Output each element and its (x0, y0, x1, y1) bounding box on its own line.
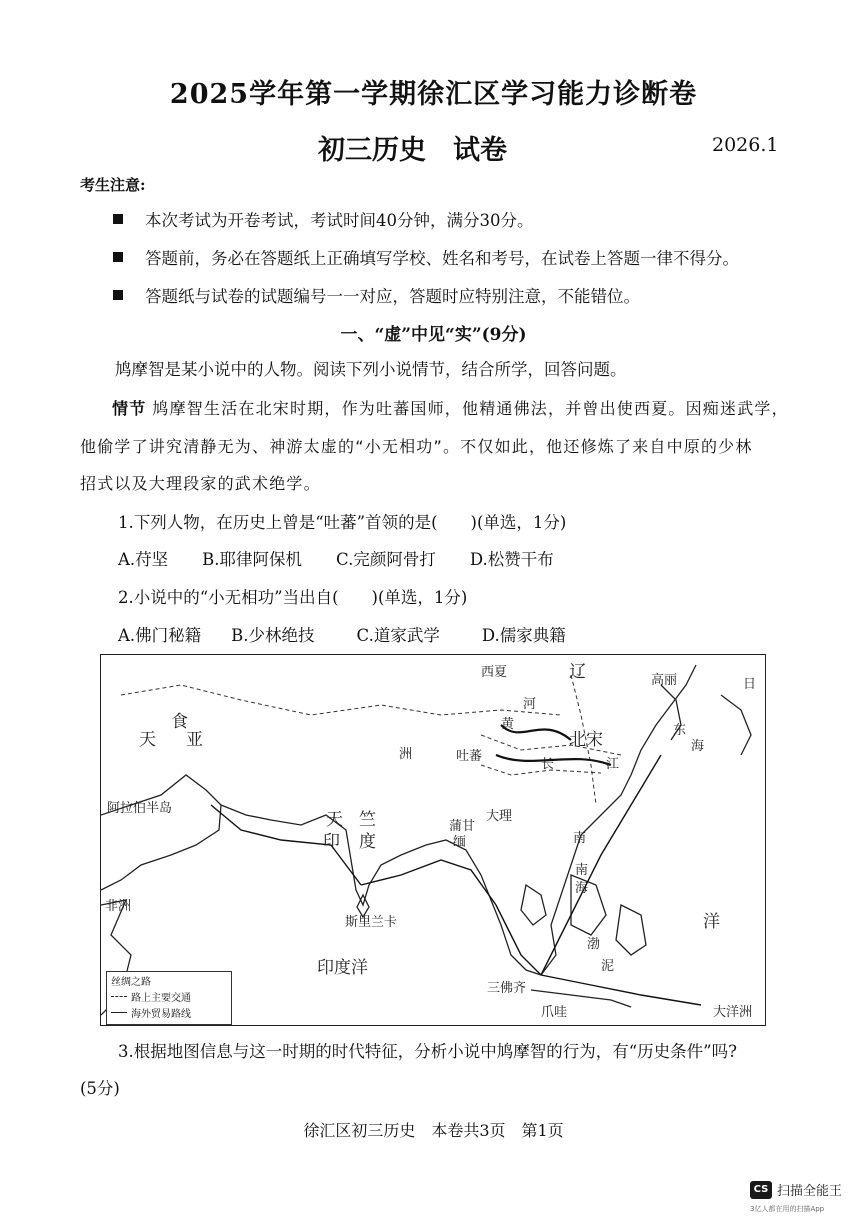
notice-heading: 考生注意: (80, 176, 146, 194)
option-b: B.少林绝技 (231, 626, 315, 645)
notice-rule-text: 答题纸与试卷的试题编号一一对应，答题时应特别注意，不能错位。 (145, 287, 640, 306)
solid-line-icon (111, 1012, 127, 1013)
map-label: 海 (691, 739, 705, 754)
map-label: 泥 (601, 959, 615, 974)
legend-label: 路上主要交通 (131, 992, 191, 1004)
question-2-options (118, 622, 600, 646)
map-label: 非洲 (105, 899, 132, 914)
map-legend (106, 971, 232, 1025)
square-bullet-icon (113, 252, 123, 262)
notice-rule (113, 283, 640, 307)
map-label: 河 (523, 697, 537, 712)
map-label: 长 (541, 757, 555, 772)
square-bullet-icon (113, 214, 123, 224)
map-label: 洲 (399, 747, 413, 762)
story-label: 情节 (112, 399, 147, 418)
exam-title: 2025学年第一学期徐汇区学习能力诊断卷 (169, 79, 698, 110)
question-1: 1.下列人物，在历史上曾是“吐蕃”首领的是( )(单选，1分) (118, 513, 567, 532)
map-label: 天 (326, 810, 343, 830)
dashed-line-icon (111, 996, 127, 997)
option-d: D.松赞干布 (469, 550, 554, 569)
map-label: 黄 (501, 717, 515, 732)
map-label: 食 (171, 712, 188, 732)
option-b: B.耶律阿保机 (202, 550, 303, 569)
camscanner-logo-icon: CS (750, 1181, 772, 1199)
map-label: 南 (573, 831, 587, 846)
map-label: 天 (139, 730, 156, 750)
map-label: 爪哇 (541, 1005, 568, 1020)
page-footer: 徐汇区初三历史 本卷共3页 第1页 (303, 1121, 564, 1140)
map-label: 东 (673, 723, 687, 738)
question-2: 2.小说中的“小无相功”当出自( )(单选，1分) (118, 588, 468, 607)
map-label: 蒲甘 (449, 819, 476, 834)
notice-rule (113, 207, 534, 231)
watermark-name: 扫描全能王 (777, 1184, 843, 1199)
section-intro: 鸠摩智是某小说中的人物。阅读下列小说情节，结合所学，回答问题。 (115, 360, 627, 379)
map-label: 斯里兰卡 (345, 915, 398, 930)
map-label: 度 (359, 832, 376, 852)
map-label: 大洋洲 (713, 1005, 753, 1020)
option-c: C.完颜阿骨打 (336, 550, 436, 569)
question-1-options (118, 546, 588, 570)
map-label: 南 (575, 863, 589, 878)
map-label: 缅 (453, 835, 467, 850)
legend-item (107, 972, 231, 988)
question-3-points: (5分) (80, 1079, 120, 1098)
option-a: A.佛门秘籍 (118, 626, 202, 645)
map-label: 日 (743, 677, 757, 692)
legend-label: 丝绸之路 (111, 976, 151, 988)
legend-label: 海外贸易路线 (131, 1008, 191, 1020)
map-label: 竺 (359, 810, 376, 830)
map-label: 印 (323, 832, 340, 852)
map-label: 三佛齐 (487, 981, 527, 996)
notice-rule-text: 答题前，务必在答题纸上正确填写学校、姓名和考号，在试卷上答题一律不得分。 (145, 249, 739, 268)
map-label: 亚 (186, 730, 203, 750)
option-a: A.苻坚 (118, 550, 169, 569)
option-d: D.儒家典籍 (481, 626, 566, 645)
story-text: 鸠摩智生活在北宋时期，作为吐蕃国师，他精通佛法，并曾出使西夏。因痴迷武学， (152, 399, 789, 418)
section-title: 一、“虚”中见“实”(9分) (340, 325, 527, 345)
question-3: 3.根据地图信息与这一时期的时代特征，分析小说中鸠摩智的行为，有“历史条件”吗? (118, 1042, 737, 1061)
map-label: 高丽 (651, 673, 678, 688)
exam-date: 2026.1 (712, 134, 779, 156)
story-line (112, 396, 789, 419)
map-label: 印度洋 (317, 958, 368, 978)
story-line: 他偷学了讲究清静无为、神游太虚的“小无相功”。不仅如此，他还修炼了来自中原的少林 (80, 437, 753, 456)
notice-rule (113, 245, 739, 269)
map-label: 吐蕃 (456, 749, 483, 764)
scanner-watermark (750, 1180, 842, 1199)
map-label: 江 (606, 757, 620, 772)
legend-item (107, 988, 231, 1004)
square-bullet-icon (113, 290, 123, 300)
map-label: 洋 (703, 912, 720, 932)
watermark-subtitle: 3亿人都在用的扫描App (750, 1205, 825, 1213)
legend-item (107, 1004, 231, 1020)
map-label: 渤 (587, 937, 601, 952)
map-label: 大理 (486, 809, 513, 824)
option-c: C.道家武学 (356, 626, 440, 645)
map-label: 海 (575, 881, 589, 896)
map-label: 北宋 (569, 730, 603, 750)
map-label: 辽 (569, 662, 586, 682)
map-label: 西夏 (481, 665, 508, 680)
exam-subtitle: 初三历史 试卷 (318, 135, 507, 166)
story-line: 招式以及大理段家的武术绝学。 (80, 474, 321, 493)
trade-route-map (100, 654, 766, 1026)
notice-rule-text: 本次考试为开卷考试，考试时间40分钟，满分30分。 (145, 211, 534, 230)
map-label: 阿拉伯半岛 (107, 801, 173, 816)
